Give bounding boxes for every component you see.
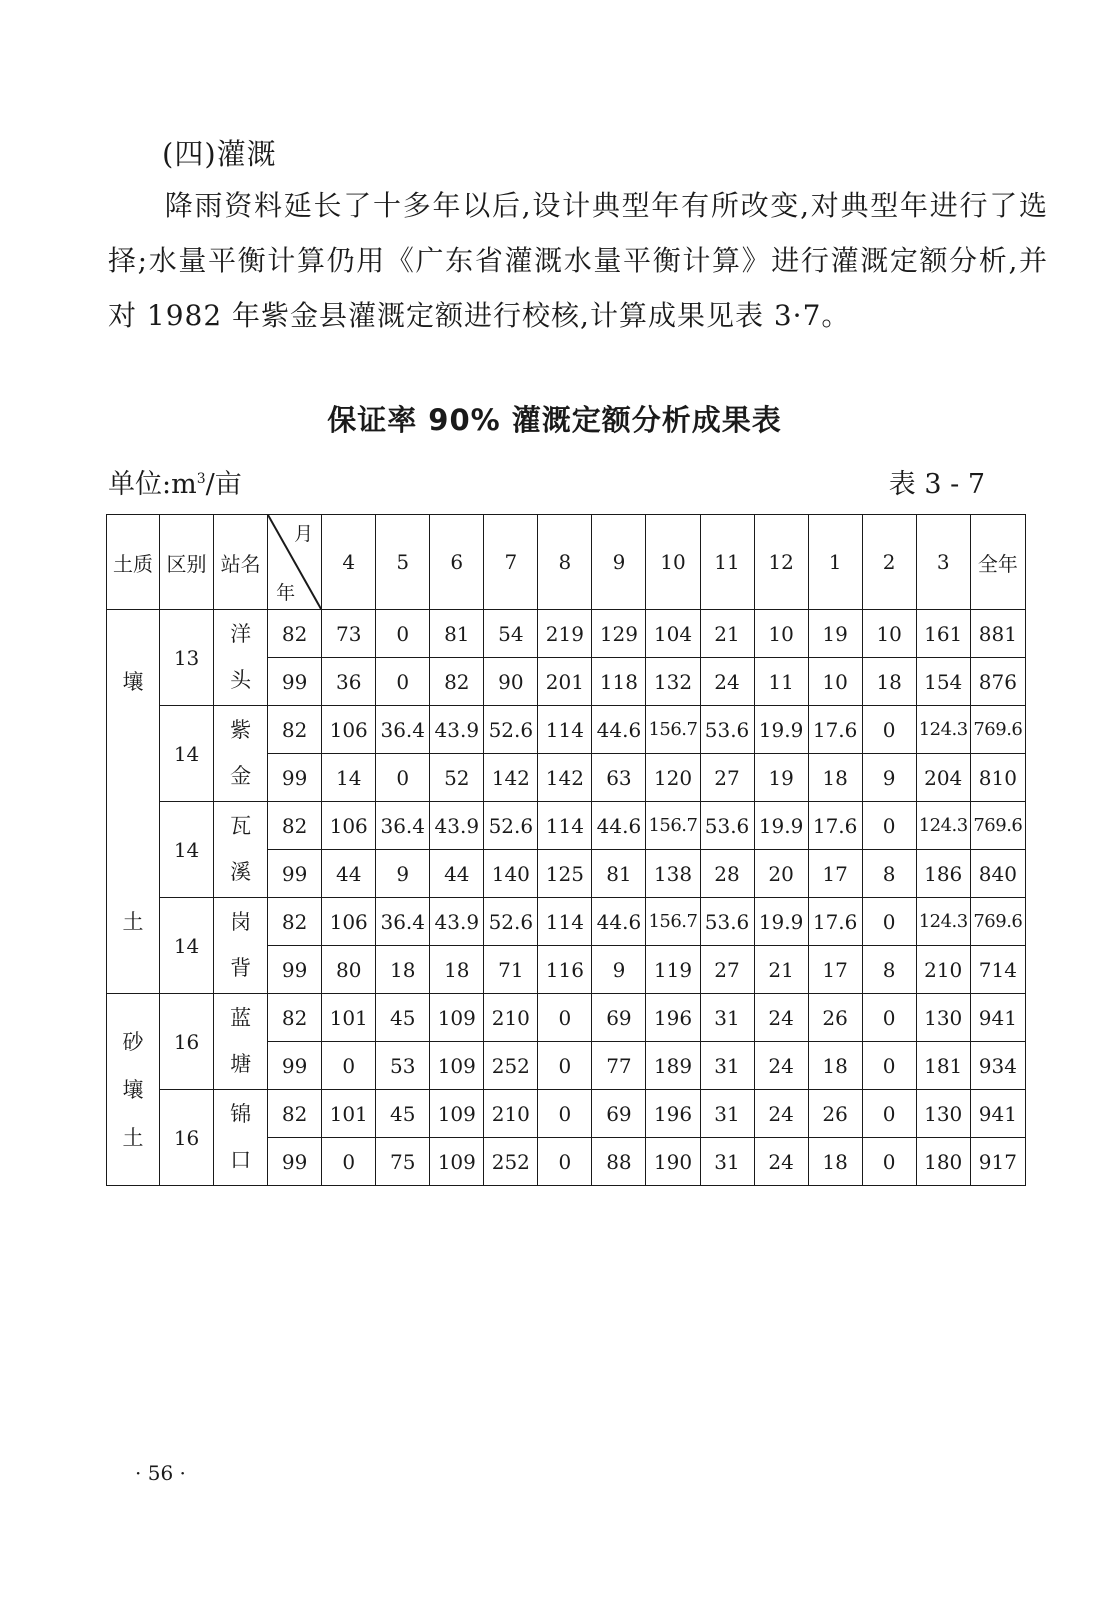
month-value-cell: 36.4: [376, 802, 430, 850]
month-value-cell: 0: [862, 706, 916, 754]
month-value-cell: 106: [322, 802, 376, 850]
annual-value-cell: 810: [970, 754, 1025, 802]
annual-value-cell: 917: [970, 1138, 1025, 1186]
month-value-cell: 196: [646, 994, 700, 1042]
month-value-cell: 17.6: [808, 802, 862, 850]
month-value-cell: 80: [322, 946, 376, 994]
month-value-cell: 44.6: [592, 898, 646, 946]
month-value-cell: 142: [538, 754, 592, 802]
month-value-cell: 21: [700, 610, 754, 658]
month-value-cell: 8: [862, 946, 916, 994]
month-value-cell: 88: [592, 1138, 646, 1186]
station-name-cell: 蓝 塘: [214, 994, 268, 1090]
month-value-cell: 26: [808, 1090, 862, 1138]
month-value-cell: 9: [862, 754, 916, 802]
month-value-cell: 0: [862, 898, 916, 946]
month-value-cell: 43.9: [430, 706, 484, 754]
month-value-cell: 18: [862, 658, 916, 706]
month-value-cell: 130: [916, 1090, 970, 1138]
zone-cell: 16: [160, 1090, 214, 1186]
year-cell: 82: [268, 1090, 322, 1138]
annual-value-cell: 840: [970, 850, 1025, 898]
annual-value-cell: 714: [970, 946, 1025, 994]
month-value-cell: 0: [376, 610, 430, 658]
month-value-cell: 18: [376, 946, 430, 994]
header-month: 12: [754, 515, 808, 610]
month-value-cell: 156.7: [646, 802, 700, 850]
month-value-cell: 69: [592, 1090, 646, 1138]
header-month: 9: [592, 515, 646, 610]
month-value-cell: 19.9: [754, 706, 808, 754]
header-month: 4: [322, 515, 376, 610]
month-value-cell: 82: [430, 658, 484, 706]
soil-type-cell: 壤 土: [107, 610, 160, 994]
month-value-cell: 17.6: [808, 898, 862, 946]
year-cell: 82: [268, 706, 322, 754]
month-value-cell: 125: [538, 850, 592, 898]
month-value-cell: 45: [376, 1090, 430, 1138]
month-value-cell: 0: [538, 994, 592, 1042]
month-value-cell: 18: [808, 1138, 862, 1186]
month-value-cell: 201: [538, 658, 592, 706]
table-row: [107, 706, 1026, 754]
header-month: 8: [538, 515, 592, 610]
station-name-cell: 紫 金: [214, 706, 268, 802]
annual-value-cell: 876: [970, 658, 1025, 706]
month-value-cell: 116: [538, 946, 592, 994]
month-value-cell: 119: [646, 946, 700, 994]
soil-type-cell: 砂 壤 土: [107, 994, 160, 1186]
table-title: 保证率 90% 灌溉定额分析成果表: [327, 403, 782, 437]
month-value-cell: 0: [862, 994, 916, 1042]
month-value-cell: 63: [592, 754, 646, 802]
month-value-cell: 53.6: [700, 706, 754, 754]
year-cell: 99: [268, 850, 322, 898]
page-number: · 56 ·: [135, 1461, 186, 1485]
month-value-cell: 53.6: [700, 802, 754, 850]
month-value-cell: 52.6: [484, 802, 538, 850]
zone-cell: 14: [160, 898, 214, 994]
month-value-cell: 106: [322, 706, 376, 754]
year-cell: 99: [268, 658, 322, 706]
month-value-cell: 210: [484, 994, 538, 1042]
month-value-cell: 109: [430, 994, 484, 1042]
month-value-cell: 17: [808, 946, 862, 994]
unit-label: [108, 462, 242, 501]
month-value-cell: 189: [646, 1042, 700, 1090]
month-value-cell: 44.6: [592, 802, 646, 850]
year-cell: 82: [268, 898, 322, 946]
month-value-cell: 0: [862, 1042, 916, 1090]
month-value-cell: 19: [808, 610, 862, 658]
month-value-cell: 114: [538, 898, 592, 946]
zone-cell: 13: [160, 610, 214, 706]
month-value-cell: 180: [916, 1138, 970, 1186]
month-value-cell: 124.3: [916, 706, 970, 754]
annual-value-cell: 881: [970, 610, 1025, 658]
month-value-cell: 10: [808, 658, 862, 706]
month-value-cell: 90: [484, 658, 538, 706]
month-value-cell: 18: [808, 754, 862, 802]
year-cell: 82: [268, 994, 322, 1042]
month-value-cell: 142: [484, 754, 538, 802]
month-value-cell: 196: [646, 1090, 700, 1138]
month-value-cell: 75: [376, 1138, 430, 1186]
month-value-cell: 36.4: [376, 898, 430, 946]
month-value-cell: 44.6: [592, 706, 646, 754]
table-row: [107, 994, 1026, 1042]
unit-prefix: 单位:m: [108, 469, 197, 500]
month-value-cell: 54: [484, 610, 538, 658]
annual-value-cell: 941: [970, 1090, 1025, 1138]
month-value-cell: 101: [322, 994, 376, 1042]
month-value-cell: 114: [538, 802, 592, 850]
month-value-cell: 10: [862, 610, 916, 658]
month-value-cell: 69: [592, 994, 646, 1042]
month-value-cell: 210: [484, 1090, 538, 1138]
month-value-cell: 9: [376, 850, 430, 898]
table-row: [107, 898, 1026, 946]
month-value-cell: 118: [592, 658, 646, 706]
section-heading: (四)灌溉: [162, 137, 277, 171]
month-value-cell: 43.9: [430, 802, 484, 850]
station-name-cell: 岗 背: [214, 898, 268, 994]
month-value-cell: 31: [700, 1042, 754, 1090]
month-value-cell: 43.9: [430, 898, 484, 946]
header-month-label: 月: [294, 523, 314, 545]
month-value-cell: 24: [700, 658, 754, 706]
unit-suffix: /亩: [205, 469, 242, 500]
table-row: [107, 610, 1026, 658]
month-value-cell: 31: [700, 1138, 754, 1186]
station-name-cell: 瓦 溪: [214, 802, 268, 898]
month-value-cell: 10: [754, 610, 808, 658]
month-value-cell: 124.3: [916, 898, 970, 946]
year-cell: 82: [268, 802, 322, 850]
month-value-cell: 120: [646, 754, 700, 802]
month-value-cell: 106: [322, 898, 376, 946]
month-value-cell: 14: [322, 754, 376, 802]
station-name-cell: 洋 头: [214, 610, 268, 706]
month-value-cell: 0: [862, 1090, 916, 1138]
header-soil: 土质: [107, 515, 160, 610]
zone-cell: 14: [160, 706, 214, 802]
month-value-cell: 0: [862, 1138, 916, 1186]
station-name-cell: 锦 口: [214, 1090, 268, 1186]
month-value-cell: 17.6: [808, 706, 862, 754]
month-value-cell: 210: [916, 946, 970, 994]
month-value-cell: 36.4: [376, 706, 430, 754]
zone-cell: 16: [160, 994, 214, 1090]
header-month: 6: [430, 515, 484, 610]
month-value-cell: 24: [754, 1042, 808, 1090]
month-value-cell: 52: [430, 754, 484, 802]
month-value-cell: 44: [430, 850, 484, 898]
header-annual: 全年: [970, 515, 1025, 610]
annual-value-cell: 941: [970, 994, 1025, 1042]
month-value-cell: 101: [322, 1090, 376, 1138]
unit-superscript: 3: [196, 471, 206, 487]
month-value-cell: 36: [322, 658, 376, 706]
header-month: 7: [484, 515, 538, 610]
month-value-cell: 130: [916, 994, 970, 1042]
month-value-cell: 104: [646, 610, 700, 658]
annual-value-cell: 934: [970, 1042, 1025, 1090]
month-value-cell: 138: [646, 850, 700, 898]
month-value-cell: 0: [376, 754, 430, 802]
month-value-cell: 24: [754, 994, 808, 1042]
month-value-cell: 28: [700, 850, 754, 898]
irrigation-quota-table: [106, 514, 1026, 1186]
header-month: 3: [916, 515, 970, 610]
table-number: 表 3 - 7: [888, 469, 985, 500]
month-value-cell: 24: [754, 1138, 808, 1186]
month-value-cell: 77: [592, 1042, 646, 1090]
header-month: 10: [646, 515, 700, 610]
month-value-cell: 26: [808, 994, 862, 1042]
month-value-cell: 8: [862, 850, 916, 898]
month-value-cell: 19.9: [754, 802, 808, 850]
month-value-cell: 27: [700, 946, 754, 994]
month-value-cell: 109: [430, 1042, 484, 1090]
header-month: 1: [808, 515, 862, 610]
month-value-cell: 11: [754, 658, 808, 706]
month-value-cell: 18: [430, 946, 484, 994]
month-value-cell: 52.6: [484, 706, 538, 754]
month-value-cell: 156.7: [646, 706, 700, 754]
table-body: [107, 610, 1026, 1186]
month-value-cell: 31: [700, 994, 754, 1042]
month-value-cell: 81: [592, 850, 646, 898]
month-value-cell: 21: [754, 946, 808, 994]
month-value-cell: 219: [538, 610, 592, 658]
table-header-row: [107, 515, 1026, 610]
month-value-cell: 19: [754, 754, 808, 802]
month-value-cell: 252: [484, 1042, 538, 1090]
month-value-cell: 181: [916, 1042, 970, 1090]
month-value-cell: 45: [376, 994, 430, 1042]
paragraph-text: 降雨资料延长了十多年以后,设计典型年有所改变,对典型年进行了选择;水量平衡计算仍用《广东省灌溉水量平衡计算》进行灌溉定额分析,并对 1982 年紫金县灌溉定额进行校核,计算成果见表 3·7。: [108, 189, 1048, 332]
header-year-label: 年: [276, 582, 296, 604]
month-value-cell: 0: [322, 1138, 376, 1186]
month-value-cell: 53: [376, 1042, 430, 1090]
year-cell: 99: [268, 1042, 322, 1090]
table-row: [107, 1090, 1026, 1138]
month-value-cell: 81: [430, 610, 484, 658]
month-value-cell: 53.6: [700, 898, 754, 946]
header-diagonal-cell: [268, 515, 322, 610]
year-cell: 99: [268, 754, 322, 802]
month-value-cell: 27: [700, 754, 754, 802]
header-zone: 区别: [160, 515, 214, 610]
month-value-cell: 186: [916, 850, 970, 898]
month-value-cell: 140: [484, 850, 538, 898]
annual-value-cell: 769.6: [970, 802, 1025, 850]
month-value-cell: 156.7: [646, 898, 700, 946]
month-value-cell: 18: [808, 1042, 862, 1090]
month-value-cell: 31: [700, 1090, 754, 1138]
year-cell: 99: [268, 1138, 322, 1186]
year-cell: 82: [268, 610, 322, 658]
annual-value-cell: 769.6: [970, 898, 1025, 946]
month-value-cell: 0: [538, 1090, 592, 1138]
annual-value-cell: 769.6: [970, 706, 1025, 754]
month-value-cell: 20: [754, 850, 808, 898]
month-value-cell: 0: [376, 658, 430, 706]
month-value-cell: 73: [322, 610, 376, 658]
month-value-cell: 252: [484, 1138, 538, 1186]
month-value-cell: 24: [754, 1090, 808, 1138]
month-value-cell: 132: [646, 658, 700, 706]
month-value-cell: 109: [430, 1090, 484, 1138]
month-value-cell: 52.6: [484, 898, 538, 946]
month-value-cell: 0: [322, 1042, 376, 1090]
month-value-cell: 114: [538, 706, 592, 754]
zone-cell: 14: [160, 802, 214, 898]
month-value-cell: 71: [484, 946, 538, 994]
month-value-cell: 0: [538, 1138, 592, 1186]
table-row: [107, 802, 1026, 850]
month-value-cell: 124.3: [916, 802, 970, 850]
month-value-cell: 0: [538, 1042, 592, 1090]
month-value-cell: 17: [808, 850, 862, 898]
month-value-cell: 190: [646, 1138, 700, 1186]
year-cell: 99: [268, 946, 322, 994]
month-value-cell: 0: [862, 802, 916, 850]
month-value-cell: 204: [916, 754, 970, 802]
header-month: 5: [376, 515, 430, 610]
month-value-cell: 161: [916, 610, 970, 658]
header-month: 11: [700, 515, 754, 610]
header-station: 站名: [214, 515, 268, 610]
body-paragraph: [108, 178, 1048, 343]
month-value-cell: 9: [592, 946, 646, 994]
month-value-cell: 109: [430, 1138, 484, 1186]
month-value-cell: 129: [592, 610, 646, 658]
header-month: 2: [862, 515, 916, 610]
month-value-cell: 154: [916, 658, 970, 706]
month-value-cell: 44: [322, 850, 376, 898]
month-value-cell: 19.9: [754, 898, 808, 946]
